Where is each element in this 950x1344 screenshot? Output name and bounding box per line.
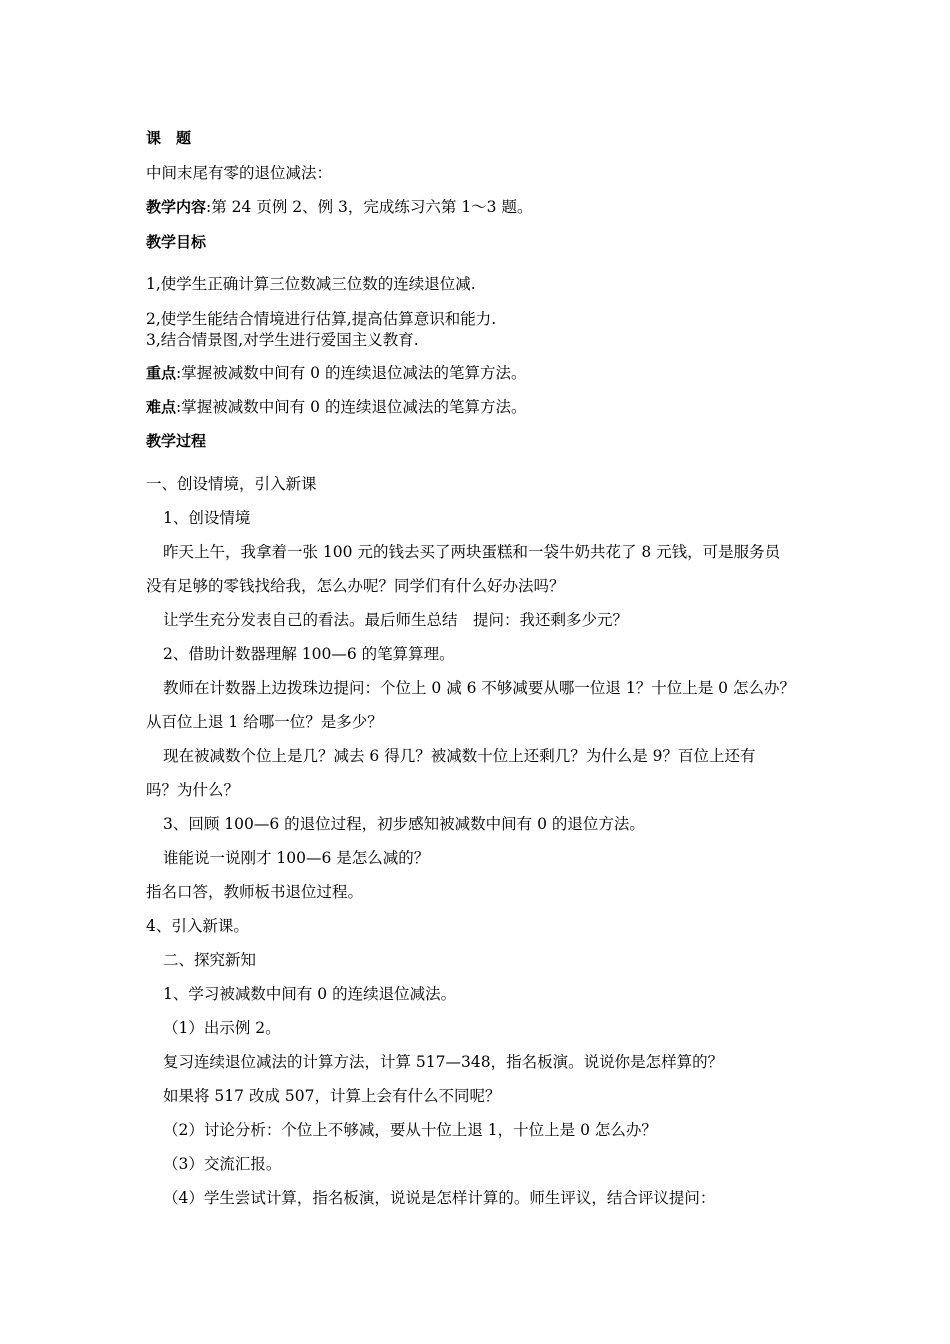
objective-item: 3,结合情景图,对学生进行爱国主义教育. <box>146 331 419 349</box>
body-line: 吗？为什么？ <box>146 781 240 799</box>
body-line: 二、探究新知 <box>163 951 257 969</box>
body-line: 让学生充分发表自己的看法。最后师生总结 提问：我还剩多少元？ <box>163 611 629 629</box>
key-point-text: :掌握被减数中间有 0 的连续退位减法的笔算方法。 <box>176 364 527 382</box>
process-heading: 教学过程 <box>146 432 207 450</box>
body-line: （3）交流汇报。 <box>163 1155 282 1173</box>
content-label: 教学内容 <box>146 198 207 216</box>
body-line: 教师在计数器上边拨珠边提问：个位上 0 减 6 不够减要从哪一位退 1？十位上是 0 怎么办？ <box>163 679 795 697</box>
body-line: 昨天上午，我拿着一张 100 元的钱去买了两块蛋糕和一袋牛奶共花了 8 元钱，可是服务员 <box>163 543 781 561</box>
title-label: 课 题 <box>146 129 192 147</box>
body-line: 如果将 517 改成 507，计算上会有什么不同呢？ <box>163 1087 501 1105</box>
body-line: 指名口答，教师板书退位过程。 <box>146 883 364 901</box>
body-line: 2、借助计数器理解 100—6 的笔算算理。 <box>163 645 455 663</box>
objectives-heading: 教学目标 <box>146 233 207 251</box>
body-line: 1、学习被减数中间有 0 的连续退位减法。 <box>163 985 457 1003</box>
content-text: :第 24 页例 2、例 3，完成练习六第 1～3 题。 <box>206 198 533 216</box>
body-line: 复习连续退位减法的计算方法，计算 517—348，指名板演。说说你是怎样算的？ <box>163 1053 724 1071</box>
lesson-title: 中间末尾有零的退位减法： <box>146 164 333 182</box>
difficulty-label: 难点 <box>146 398 177 416</box>
body-line: 3、回顾 100—6 的退位过程，初步感知被减数中间有 0 的退位方法。 <box>163 815 645 833</box>
body-line: 一、创设情境，引入新课 <box>146 475 317 493</box>
body-line: 4、引入新课。 <box>146 917 249 935</box>
difficulty-line <box>146 397 526 417</box>
objective-item: 2,使学生能结合情境进行估算,提高估算意识和能力. <box>146 310 497 328</box>
key-point-label: 重点 <box>146 364 177 382</box>
body-line: 没有足够的零钱找给我，怎么办呢？同学们有什么好办法吗？ <box>146 577 565 595</box>
content-line <box>146 197 532 217</box>
body-line: 现在被减数个位上是几？减去 6 得几？被减数十位上还剩几？为什么是 9？百位上还有 <box>163 747 756 765</box>
body-line: 从百位上退 1 给哪一位？是多少？ <box>146 713 383 731</box>
difficulty-text: :掌握被减数中间有 0 的连续退位减法的笔算方法。 <box>176 398 527 416</box>
body-line: （1）出示例 2。 <box>163 1019 281 1037</box>
body-line: 1、创设情境 <box>163 509 251 527</box>
body-line: （2）讨论分析：个位上不够减，要从十位上退 1，十位上是 0 怎么办？ <box>163 1121 657 1139</box>
objective-item: 1,使学生正确计算三位数减三位数的连续退位减. <box>146 275 476 293</box>
body-line: 谁能说一说刚才 100—6 是怎么减的？ <box>163 849 430 867</box>
body-line: （4）学生尝试计算，指名板演，说说是怎样计算的。师生评议，结合评议提问： <box>163 1189 716 1207</box>
key-point-line <box>146 363 526 383</box>
